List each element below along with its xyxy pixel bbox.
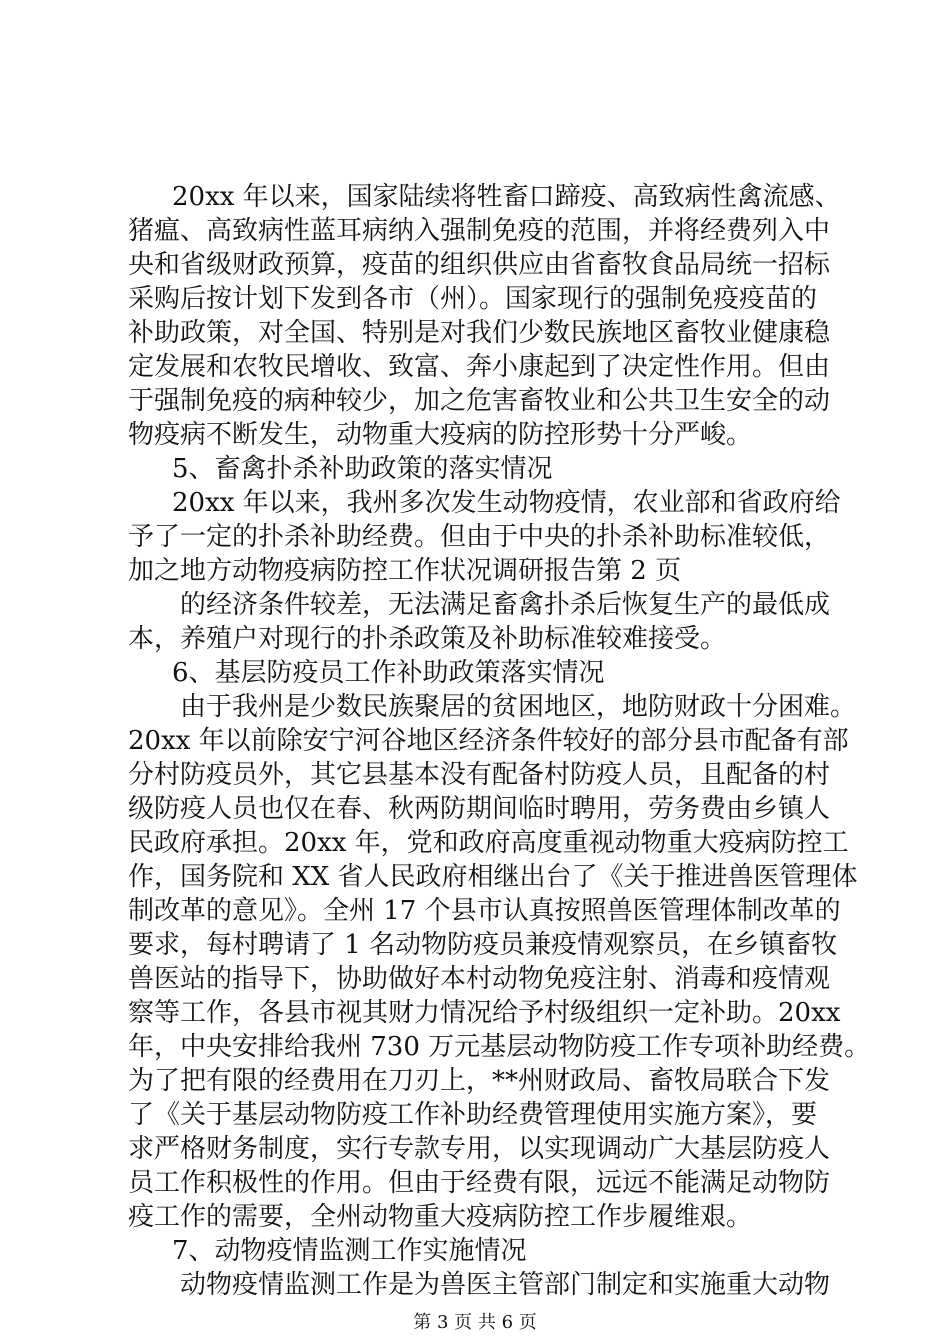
body-line: 猪瘟、高致病性蓝耳病纳入强制免疫的范围，并将经费列入中 [128, 216, 831, 246]
body-line: 的经济条件较差，无法满足畜禽扑杀后恢复生产的最低成 [180, 590, 831, 620]
body-line: 制改革的意见》。全州 17 个县市认真按照兽医管理体制改革的 [128, 896, 841, 926]
body-line: 本，养殖户对现行的扑杀政策及补助标准较难接受。 [128, 624, 727, 654]
body-line: 20xx 年以前除安宁河谷地区经济条件较好的部分县市配备有部 [128, 726, 849, 756]
page-footer: 第 3 页 共 6 页 [413, 1312, 537, 1333]
body-line: 员工作积极性的作用。但由于经费有限，远远不能满足动物防 [128, 1168, 831, 1198]
body-line: 为了把有限的经费用在刀刃上，**州财政局、畜牧局联合下发 [128, 1066, 831, 1096]
section-heading: 6、基层防疫员工作补助政策落实情况 [172, 658, 605, 688]
body-line: 察等工作，各县市视其财力情况给予村级组织一定补助。20xx [128, 998, 841, 1028]
body-line: 定发展和农牧民增收、致富、奔小康起到了决定性作用。但由 [128, 352, 831, 382]
body-line: 20xx 年以来，我州多次发生动物疫情，农业部和省政府给 [172, 488, 841, 518]
section-heading: 5、畜禽扑杀补助政策的落实情况 [172, 454, 553, 484]
body-line: 于强制免疫的病种较少，加之危害畜牧业和公共卫生安全的动 [128, 386, 831, 416]
body-line: 补助政策，对全国、特别是对我们少数民族地区畜牧业健康稳 [128, 318, 831, 348]
body-line: 作，国务院和 XX 省人民政府相继出台了《关于推进兽医管理体 [128, 862, 858, 892]
body-line: 兽医站的指导下，协助做好本村动物免疫注射、消毒和疫情观 [128, 964, 831, 994]
body-line: 要求，每村聘请了 1 名动物防疫员兼疫情观察员，在乡镇畜牧 [128, 930, 838, 960]
body-line: 采购后按计划下发到各市（州）。国家现行的强制免疫疫苗的 [128, 284, 818, 314]
body-line: 央和省级财政预算，疫苗的组织供应由省畜牧食品局统一招标 [128, 250, 831, 280]
body-line: 物疫病不断发生，动物重大疫病的防控形势十分严峻。 [128, 420, 753, 450]
body-line: 20xx 年以来，国家陆续将牲畜口蹄疫、高致病性禽流感、 [172, 182, 841, 212]
body-line: 年，中央安排给我州 730 万元基层动物防疫工作专项补助经费。 [128, 1032, 871, 1062]
section-heading: 7、动物疫情监测工作实施情况 [172, 1236, 527, 1266]
body-line: 分村防疫员外，其它县基本没有配备村防疫人员，且配备的村 [128, 760, 831, 790]
body-line: 求严格财务制度，实行专款专用，以实现调动广大基层防疫人 [128, 1134, 831, 1164]
body-line: 动物疫情监测工作是为兽医主管部门制定和实施重大动物 [180, 1270, 831, 1300]
body-line: 疫工作的需要，全州动物重大疫病防控工作步履维艰。 [128, 1202, 753, 1232]
body-line: 加之地方动物疫病防控工作状况调研报告第 2 页 [128, 556, 682, 586]
body-line: 民政府承担。20xx 年，党和政府高度重视动物重大疫病防控工 [128, 828, 849, 858]
body-line: 级防疫人员也仅在春、秋两防期间临时聘用，劳务费由乡镇人 [128, 794, 831, 824]
body-line: 由于我州是少数民族聚居的贫困地区，地防财政十分困难。 [180, 692, 857, 722]
body-line: 了《关于基层动物防疫工作补助经费管理使用实施方案》，要 [128, 1100, 818, 1130]
body-line: 予了一定的扑杀补助经费。但由于中央的扑杀补助标准较低， [128, 522, 831, 552]
